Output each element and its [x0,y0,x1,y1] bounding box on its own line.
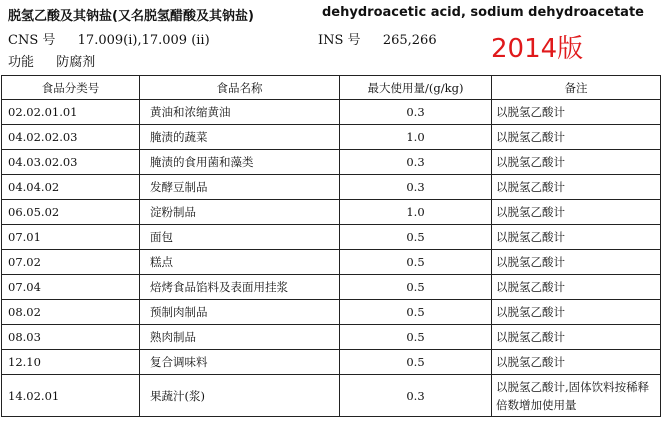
cell-name: 果蔬汁(浆) [140,375,340,417]
cell-note: 以脱氢乙酸计 [492,325,661,350]
version-badge: 2014版 [491,34,584,64]
column-header-name: 食品名称 [140,76,340,100]
cell-name: 焙烤食品馅料及表面用挂浆 [140,275,340,300]
cell-note: 以脱氢乙酸计 [492,350,661,375]
cell-dose: 1.0 [340,125,492,150]
cell-name: 面包 [140,225,340,250]
cell-name: 发酵豆制品 [140,175,340,200]
table-row [2,275,661,300]
cell-name: 预制肉制品 [140,300,340,325]
cell-note: 以脱氢乙酸计 [492,175,661,200]
cell-dose: 0.5 [340,300,492,325]
cell-dose: 0.5 [340,325,492,350]
cell-dose: 0.5 [340,250,492,275]
table-row [2,375,661,417]
cell-code: 08.03 [2,325,140,350]
table-row [2,325,661,350]
cell-name: 复合调味料 [140,350,340,375]
cell-code: 04.03.02.03 [2,150,140,175]
cell-note: 以脱氢乙酸计 [492,125,661,150]
cell-note: 以脱氢乙酸计 [492,300,661,325]
cell-dose: 1.0 [340,200,492,225]
title-chinese: 脱氢乙酸及其钠盐(又名脱氢醋酸及其钠盐) [8,9,254,24]
cell-name: 淀粉制品 [140,200,340,225]
table-row [2,200,661,225]
usage-table [1,75,661,417]
column-header-note: 备注 [492,76,661,100]
cns-label: CNS 号 [8,33,56,48]
cell-dose: 0.3 [340,375,492,417]
function-label: 功能 [8,55,35,70]
cell-note: 以脱氢乙酸计 [492,250,661,275]
cell-code: 12.10 [2,350,140,375]
cell-dose: 0.5 [340,350,492,375]
table-row [2,350,661,375]
cell-code: 06.05.02 [2,200,140,225]
column-header-code: 食品分类号 [2,76,140,100]
cell-dose: 0.3 [340,100,492,125]
cell-dose: 0.3 [340,150,492,175]
cell-code: 14.02.01 [2,375,140,417]
cell-name: 黄油和浓缩黄油 [140,100,340,125]
cell-code: 07.02 [2,250,140,275]
cell-note: 以脱氢乙酸计 [492,275,661,300]
cell-code: 07.01 [2,225,140,250]
cell-code: 02.02.01.01 [2,100,140,125]
cell-note: 以脱氢乙酸计 [492,100,661,125]
table-header-row [2,76,661,100]
cell-dose: 0.3 [340,175,492,200]
cell-note: 以脱氢乙酸计,固体饮料按稀释倍数增加使用量 [492,375,661,417]
ins-value: 265,266 [382,33,437,48]
ins-label: INS 号 [318,33,361,48]
function-line [8,51,95,70]
table-row [2,175,661,200]
cell-note: 以脱氢乙酸计 [492,225,661,250]
table-row [2,150,661,175]
cell-name: 腌渍的食用菌和藻类 [140,150,340,175]
cns-value: 17.009(i),17.009 (ii) [77,33,210,48]
table-row [2,225,661,250]
cell-dose: 0.5 [340,225,492,250]
table-row [2,100,661,125]
cell-note: 以脱氢乙酸计 [492,200,661,225]
ins-line [318,29,437,48]
function-value: 防腐剂 [56,55,96,70]
cell-code: 08.02 [2,300,140,325]
cell-code: 04.04.02 [2,175,140,200]
cell-name: 熟肉制品 [140,325,340,350]
column-header-dose: 最大使用量/(g/kg) [340,76,492,100]
cns-line [8,29,210,48]
cell-note: 以脱氢乙酸计 [492,150,661,175]
cell-dose: 0.5 [340,275,492,300]
cell-code: 07.04 [2,275,140,300]
table-row [2,125,661,150]
cell-name: 糕点 [140,250,340,275]
title-english: dehydroacetic acid, sodium dehydroacetate [322,5,644,20]
cell-name: 腌渍的蔬菜 [140,125,340,150]
table-row [2,250,661,275]
cell-code: 04.02.02.03 [2,125,140,150]
table-row [2,300,661,325]
